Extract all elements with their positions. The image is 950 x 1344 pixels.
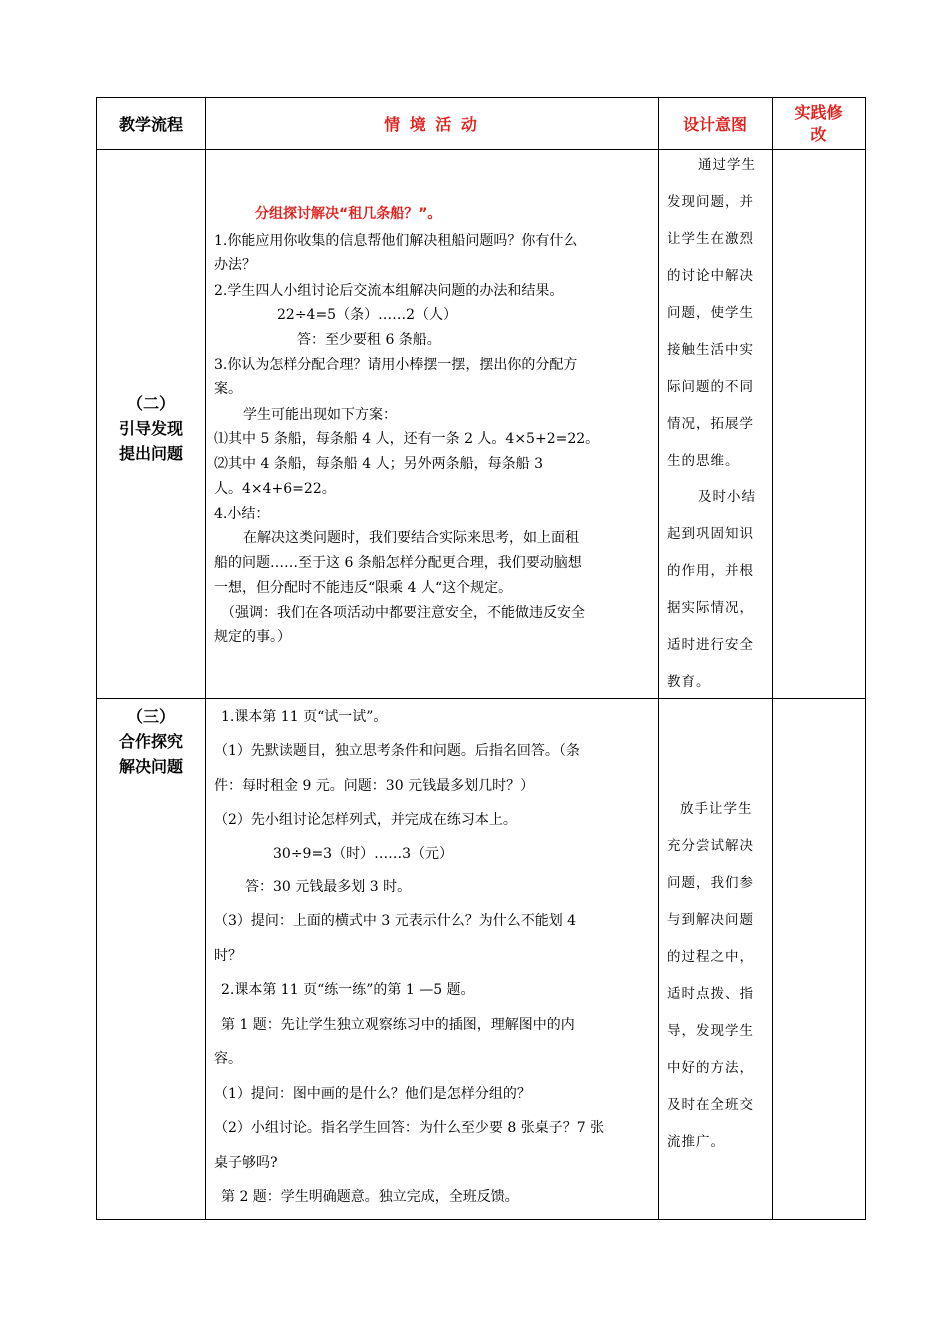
activity-line: （3）提问：上面的横式中 3 元表示什么？为什么不能划 4	[214, 913, 577, 929]
intent-line: 生的思维。	[667, 453, 740, 469]
stage-title: 解决问题	[118, 757, 183, 776]
intent-line: 接触生活中实	[667, 342, 754, 358]
intent-line: 中好的方法，	[667, 1060, 754, 1076]
activity-line: 件：每时租金 9 元。问题：30 元钱最多划几时？）	[214, 778, 535, 794]
activity-line: （2）先小组讨论怎样列式，并完成在练习本上。	[214, 812, 517, 828]
intent-line: 发现问题，并	[667, 194, 754, 210]
activity-line: 4.小结：	[214, 506, 270, 522]
activity-line: 船的问题……至于这 6 条船怎样分配更合理，我们要动脑想	[214, 555, 582, 571]
intent-line: 适时点拨、指	[667, 986, 754, 1002]
stage-two-label	[97, 378, 205, 478]
activity-line: 3.你认为怎样分配合理？请用小棒摆一摆，摆出你的分配方	[214, 357, 578, 373]
activity-line: 在解决这类问题时，我们要结合实际来思考，如上面租	[243, 530, 579, 546]
header-design-intent	[658, 98, 772, 149]
section-two-activity	[205, 149, 658, 698]
intent-line: 际问题的不同	[667, 379, 754, 395]
section-three-intent	[658, 698, 772, 1221]
intent-line: 让学生在激烈	[667, 231, 754, 247]
intent-line: 通过学生	[698, 157, 756, 173]
intent-line: 的作用，并根	[667, 563, 754, 579]
intent-line: 放手让学生	[680, 801, 753, 817]
header-label: 设计意图	[682, 115, 747, 134]
activity-line: 人。4×4+6=22。	[214, 481, 336, 497]
header-teaching-process	[97, 98, 205, 149]
activity-line: 1.你能应用你收集的信息帮他们解决租船问题吗？你有什么	[214, 233, 578, 249]
activity-line: 办法？	[214, 257, 256, 273]
lesson-plan-table	[96, 97, 866, 1220]
stage-number: （二）	[126, 393, 175, 413]
activity-line: 案。	[214, 381, 242, 397]
header-situation-activity	[205, 98, 658, 149]
activity-line: 第 1 题：先让学生独立观察练习中的插图，理解图中的内	[221, 1017, 575, 1033]
activity-line: 规定的事。）	[214, 629, 291, 645]
activity-line: ⑴其中 5 条船，每条船 4 人，还有一条 2 人。4×5+2=22。	[214, 431, 600, 447]
intent-line: 教育。	[667, 674, 711, 690]
activity-line: （强调：我们在各项活动中都要注意安全，不能做违反安全	[221, 605, 585, 621]
header-label: 情 境 活 动	[384, 115, 479, 134]
activity-line: 2.课本第 11 页“练一练”的第 1 —5 题。	[221, 982, 475, 998]
stage-number: （三）	[126, 707, 175, 726]
header-label: 教学流程	[118, 115, 183, 134]
activity-line: （1）提问：图中画的是什么？他们是怎样分组的？	[214, 1086, 531, 1102]
intent-line: 据实际情况，	[667, 600, 754, 616]
intent-line: 及时小结	[698, 489, 756, 505]
intent-line: 起到巩固知识	[667, 526, 754, 542]
header-label: 实践修	[794, 102, 843, 122]
activity-line: 容。	[214, 1051, 242, 1067]
activity-line: ⑵其中 4 条船，每条船 4 人；另外两条船，每条船 3	[214, 456, 543, 472]
stage-title: 引导发现	[118, 418, 183, 438]
stage-title: 提出问题	[118, 443, 183, 463]
section-title: 分组探讨解决“租几条船？”。	[255, 206, 442, 222]
activity-line: 2.学生四人小组讨论后交流本组解决问题的办法和结果。	[214, 283, 564, 299]
activity-line: 第 2 题：学生明确题意。独立完成，全班反馈。	[221, 1189, 519, 1205]
section-three-activity	[205, 698, 658, 1221]
header-label: 改	[810, 124, 827, 144]
intent-line: 的过程之中，	[667, 949, 754, 965]
intent-line: 及时在全班交	[667, 1097, 754, 1113]
activity-line: 一想，但分配时不能违反“限乘 4 人“这个规定。	[214, 580, 513, 596]
activity-line: 1.课本第 11 页“试一试”。	[221, 709, 388, 725]
intent-line: 导，发现学生	[667, 1023, 754, 1039]
activity-line: （1）先默读题目，独立思考条件和问题。后指名回答。（条	[214, 743, 580, 759]
answer-line: 答：至少要租 6 条船。	[297, 332, 441, 348]
equation-line: 30÷9=3（时）……3（元）	[273, 846, 453, 862]
stage-three-label	[97, 704, 205, 804]
section-three-revision	[772, 698, 865, 1221]
section-two-intent	[658, 149, 772, 698]
equation-line: 22÷4=5（条）……2（人）	[277, 307, 457, 323]
intent-line: 的讨论中解决	[667, 268, 754, 284]
intent-line: 问题，我们参	[667, 875, 754, 891]
intent-line: 适时进行安全	[667, 637, 754, 653]
header-practice-revision	[772, 98, 865, 149]
activity-line: 学生可能出现如下方案：	[243, 407, 397, 423]
answer-line: 答：30 元钱最多划 3 时。	[245, 879, 412, 895]
intent-line: 流推广。	[667, 1134, 725, 1150]
activity-line: （2）小组讨论。指名学生回答：为什么至少要 8 张桌子？7 张	[214, 1120, 605, 1136]
activity-line: 时？	[214, 948, 242, 964]
activity-line: 桌子够吗?	[214, 1155, 278, 1171]
intent-line: 问题，使学生	[667, 305, 754, 321]
intent-line: 充分尝试解决	[667, 838, 754, 854]
intent-line: 情况，拓展学	[667, 416, 754, 432]
section-two-revision	[772, 149, 865, 698]
intent-line: 与到解决问题	[667, 912, 754, 928]
stage-title: 合作探究	[118, 732, 183, 751]
